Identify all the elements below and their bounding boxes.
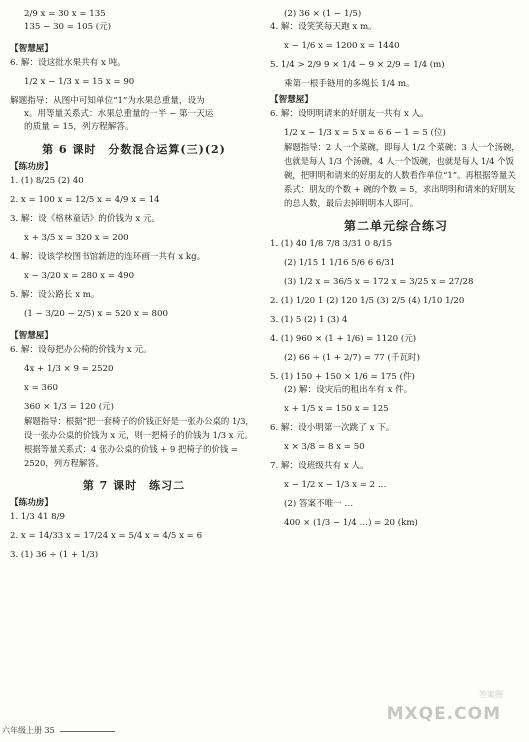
section-label: 【练功房】 — [10, 498, 53, 508]
answer-line: 1/2 x − 1/3 x = 5 x = 6 6 − 1 = 5 (位) — [284, 128, 446, 138]
answer-line: 4. (1) 960 × (1 + 1/6) = 1120 (元) — [270, 334, 417, 344]
watermark-sub: 答案圈 — [479, 690, 503, 699]
answer-line: 4. 解：设笑笑每天跑 x m。 — [270, 22, 377, 32]
answer-line: x。用等量关系式：水果总重量的一半 − 第一天运 — [24, 109, 214, 119]
watermark-text: MXQE.COM — [386, 704, 501, 724]
answer-line: 5. 1/4 > 2/9 9 × 1/4 − 9 × 2/9 = 1/4 (m) — [270, 60, 445, 70]
answer-line: 乘第一根手链用的多绳长 1/4 m。 — [284, 79, 415, 89]
answer-line: 6. 解：设小明第一次跳了 x 下。 — [270, 423, 395, 433]
answer-line — [10, 321, 258, 327]
answer-line: x = 360 — [24, 383, 58, 393]
answer-line: 1/2 x − 1/3 x = 15 x = 90 — [24, 77, 135, 87]
answer-line: 3. (1) 5 (2) 1 (3) 4 — [270, 315, 348, 325]
answer-line: x − 1/6 x = 1200 x = 1440 — [284, 41, 400, 51]
watermark-logo — [357, 678, 517, 734]
right-column — [270, 8, 522, 530]
answer-line: (2) 66 ÷ (1 + 2/7) = 77 (千瓦时) — [284, 353, 420, 363]
answer-line: (3) 1/2 x = 36/5 x = 172 x = 3/25 x = 27/28 — [284, 277, 474, 287]
answer-line: 1. (1) 40 1/8 7/8 3/31 0 8/15 — [270, 239, 393, 249]
answer-line: 7. 解：设班级共有 x 人。 — [270, 461, 369, 471]
footer-rule — [60, 731, 115, 732]
answer-line: x − 1/2 x − 1/3 x = 2 … — [284, 480, 387, 490]
section-label: 【练功房】 — [10, 162, 53, 172]
answer-line: (2) 36 × (1 − 1/5) — [284, 9, 362, 19]
answer-line: 6. 解：设每把办公椅的价钱为 x 元。 — [10, 345, 152, 355]
answer-line — [10, 34, 258, 40]
answer-line: 5. 解：设公路长 x m。 — [10, 290, 100, 300]
lesson-6-heading: 第 6 课时 分数混合运算(三)(2) — [42, 143, 226, 156]
answer-line: x × 3/8 = 8 x = 50 — [284, 442, 365, 452]
lesson-7-heading: 第 7 课时 练习二 — [82, 479, 186, 492]
left-explanation: 解题指导：根据“把一套椅子的价钱正好是一张办公桌的 1/3，设一张办公桌的价钱为 x 元，则一把椅子的价钱为 1/3 x 元。根据等量关系式：4 张办公桌的价钱 + 9 把椅子的价钱 = 2520，列方程解答。 — [24, 416, 254, 468]
answer-line: 6. 解：设明明请来的好朋友一共有 x 人。 — [270, 109, 429, 119]
answer-line: 3. (1) 36 ÷ (1 + 1/3) — [10, 550, 99, 560]
answer-line: 4. 解：设该学校图书馆新进的连环画一共有 x kg。 — [10, 252, 206, 262]
answer-line: 5. (1) 150 + 150 × 1/6 = 175 (件) — [270, 372, 415, 382]
unit-2-review-heading: 第二单元综合练习 — [343, 219, 448, 233]
right-answers-top — [270, 8, 522, 140]
answer-line: 400 × (1/3 − 1/4 …) = 20 (km) — [284, 518, 418, 528]
section-label: 【智慧屋】 — [10, 331, 53, 341]
answer-line: 1. (1) 8/25 (2) 40 — [10, 176, 84, 186]
left-answers-middle — [10, 161, 258, 414]
answer-line: x + 3/5 x = 320 x = 200 — [24, 233, 129, 243]
left-column — [10, 8, 258, 562]
answer-line: 2/9 x = 30 x = 135 — [24, 9, 106, 19]
answer-line: (1 − 3/20 − 2/5) x = 520 x = 800 — [24, 309, 168, 319]
page-footer — [2, 725, 202, 739]
left-answers-bottom — [10, 497, 258, 562]
right-answers-bottom — [270, 238, 522, 530]
right-explanation: 解题指导：2 人一个菜碗，即每人 1/2 个菜碗；3 人一个汤碗，也就是每人 1/3 个汤碗，4 人一个饭碗，也就是每人 1/4 个饭碗，把明明和请来的好朋友的人数看作单位“1”。再根据等量关系式：朋友的个数 + 碗的个数 = 5，求出明明和请来的好朋友的总人数，最后去掉明明本人即可。 — [284, 142, 520, 208]
answer-line: 360 × 1/3 = 120 (元) — [24, 402, 114, 412]
answer-line: 解题指导：从图中可知单位“1”为水果总重量，设为 — [10, 96, 205, 106]
answer-line: x − 3/20 x = 280 x = 490 — [24, 271, 135, 281]
answer-line: (2) 解：设灾后的租出车有 x 件。 — [284, 385, 413, 395]
answer-line: (2) 1/15 1 1/16 5/6 6 6/31 — [284, 258, 396, 268]
section-label: 【智慧屋】 — [270, 95, 313, 105]
answer-line: 3. 解：设《格林童话》的价钱为 x 元。 — [10, 214, 161, 224]
answer-line: x + 1/5 x = 150 x = 125 — [284, 404, 389, 414]
answer-line: 4x + 1/3 × 9 = 2520 — [24, 364, 114, 374]
answer-line: (2) 答案不唯一 … — [284, 499, 354, 509]
answer-line: 1. 1/3 41 8/9 — [10, 512, 65, 522]
answer-line: 的质量 = 15，列方程解答。 — [24, 122, 134, 132]
answer-line: 2. (1) 1/20 1 (2) 120 1/5 (3) 2/5 (4) 1/10 1/20 — [270, 296, 465, 306]
grade-label: 六年级上册 — [2, 726, 42, 735]
section-label: 【智慧屋】 — [10, 44, 53, 54]
answer-line: 2. x = 100 x = 12/5 x = 4/9 x = 14 — [10, 195, 160, 205]
answer-line: 2. x = 14/33 x = 17/24 x = 5/4 x = 4/5 x = 6 — [10, 531, 203, 541]
answer-line: 135 − 30 = 105 (元) — [24, 22, 112, 32]
left-answers-top — [10, 8, 258, 134]
page-number: 35 — [44, 726, 55, 735]
answer-line: 6. 解：设这批水果共有 x 吨。 — [10, 58, 126, 68]
